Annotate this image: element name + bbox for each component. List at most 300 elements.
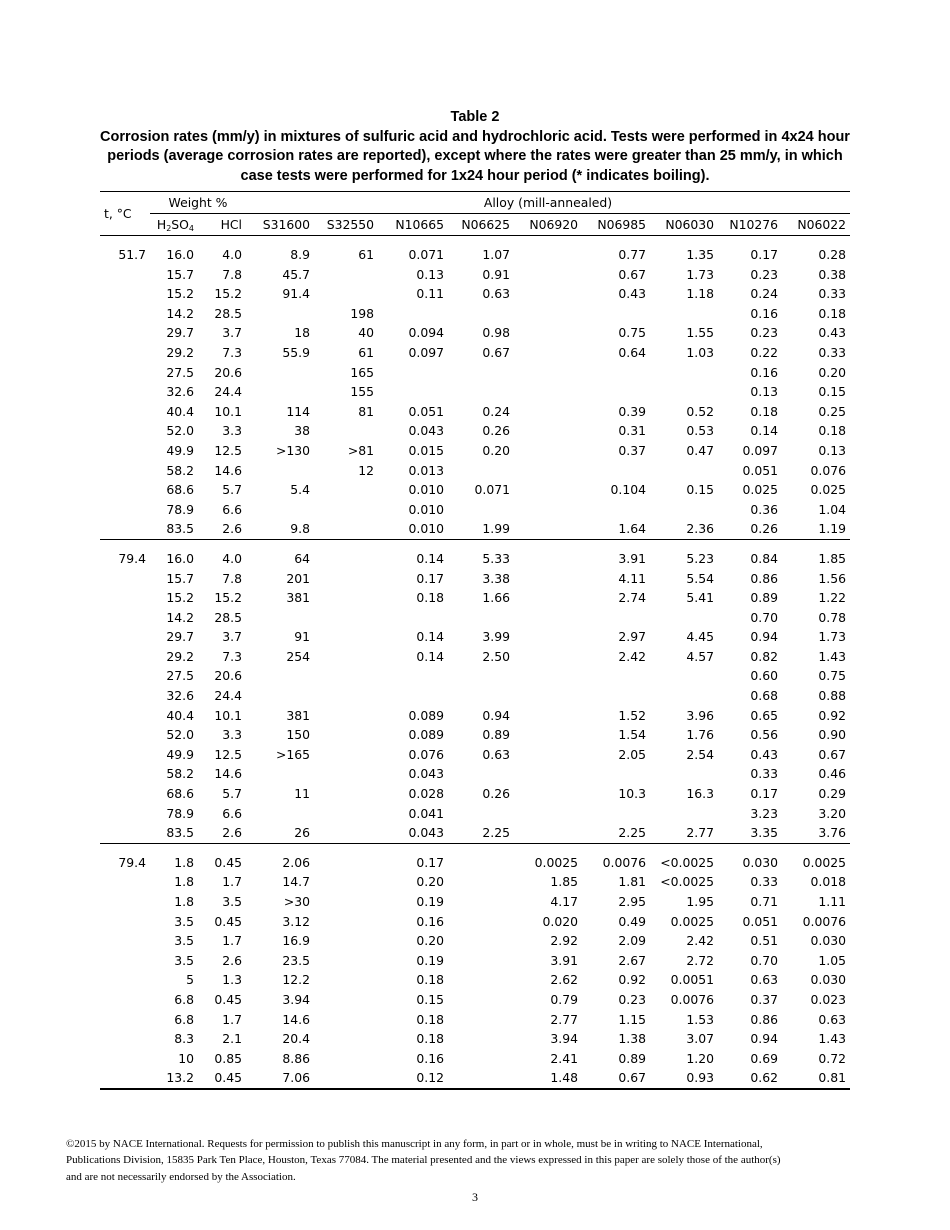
table-row: [100, 931, 850, 951]
table-cell: 0.0076: [802, 913, 846, 929]
table-cell: 0.49: [618, 913, 646, 929]
table-row: [100, 519, 850, 539]
table-cell: 3.96: [686, 707, 714, 723]
table-cell: 14.7: [282, 874, 310, 890]
table-cell: 4.0: [222, 550, 242, 566]
temperature-cell-empty: [100, 931, 150, 951]
table-cell: [514, 823, 582, 843]
temperature-cell-empty: [100, 990, 150, 1010]
table-row: [100, 853, 850, 873]
table-cell: [314, 1010, 378, 1030]
table-cell: 0.051: [408, 403, 444, 419]
table-cell: [514, 382, 582, 402]
table-cell: 1.85: [818, 550, 846, 566]
temperature-cell-empty: [100, 500, 150, 520]
table-cell: 0.92: [818, 707, 846, 723]
table-cell: 81: [358, 403, 374, 419]
table-cell: 1.11: [818, 894, 846, 909]
table-cell: 0.75: [818, 668, 846, 684]
table-cell: 0.43: [618, 286, 646, 302]
table-cell: 12.2: [282, 972, 310, 988]
table-cell: 1.04: [818, 501, 846, 517]
table-cell: 0.52: [686, 403, 714, 419]
table-cell: 0.45: [214, 854, 242, 870]
table-cell: 2.62: [550, 972, 578, 988]
table-cell: [314, 970, 378, 990]
table-title: Table 2: [450, 109, 500, 125]
table-cell: 0.18: [818, 305, 846, 321]
temperature-cell-empty: [100, 725, 150, 745]
table-cell: 2.54: [686, 746, 714, 762]
table-cell: [314, 804, 378, 824]
table-cell: [314, 764, 378, 784]
table-cell: 0.89: [750, 590, 778, 606]
table-cell: [314, 666, 378, 686]
table-cell: [378, 363, 448, 383]
table-cell: 5.7: [222, 786, 242, 802]
table-cell: 1.55: [686, 325, 714, 341]
table-row: [100, 284, 850, 304]
temperature-cell-empty: [100, 343, 150, 363]
table-cell: 0.91: [482, 266, 510, 282]
table-row: [100, 304, 850, 324]
table-cell: 0.16: [416, 913, 444, 929]
table-cell: 0.17: [416, 570, 444, 586]
table-cell: 201: [286, 570, 310, 586]
table-cell: [246, 608, 314, 628]
table-cell: 24.4: [214, 384, 242, 400]
table-cell: 3.91: [618, 550, 646, 566]
table-cell: 13.2: [150, 1068, 198, 1089]
table-cell: 0.097: [742, 442, 778, 458]
alloy-header-n06985: N06985: [582, 214, 650, 236]
table-cell: 0.28: [818, 247, 846, 262]
table-row: [100, 1068, 850, 1089]
table-cell: 2.50: [482, 648, 510, 664]
table-cell: 0.69: [750, 1050, 778, 1066]
table-cell: 20.6: [214, 668, 242, 684]
alloy-header-n06625: N06625: [448, 214, 514, 236]
table-cell: 3.91: [550, 952, 578, 968]
table-cell: 0.043: [408, 825, 444, 841]
temperature-cell: 79.4: [118, 854, 146, 870]
table-cell: 16.3: [686, 786, 714, 802]
table-cell: 61: [358, 344, 374, 360]
table-cell: [314, 853, 378, 873]
table-cell: [314, 500, 378, 520]
table-cell: 27.5: [166, 364, 194, 380]
table-cell: 5: [186, 972, 194, 988]
temperature-cell-empty: [100, 951, 150, 971]
table-cell: 0.86: [750, 570, 778, 586]
table-cell: 0.0076: [670, 991, 714, 1007]
group-separator: [100, 236, 850, 246]
table-cell: 3.35: [750, 825, 778, 841]
table-cell: [514, 569, 582, 589]
table-cell: 0.79: [550, 991, 578, 1007]
table-cell: 0.63: [750, 972, 778, 988]
table-cell: [314, 421, 378, 441]
table-cell: 0.94: [482, 707, 510, 723]
table-cell: 4.45: [686, 629, 714, 645]
table-row: [100, 500, 850, 520]
table-cell: 0.94: [750, 629, 778, 645]
table-cell: <0.0025: [660, 854, 714, 870]
table-cell: 64: [294, 550, 310, 566]
table-cell: 4.0: [222, 247, 242, 262]
table-cell: 0.030: [742, 854, 778, 870]
table-cell: 29.7: [166, 629, 194, 645]
table-cell: [650, 363, 718, 383]
table-cell: [514, 519, 582, 539]
table-cell: 1.95: [686, 894, 714, 909]
table-cell: 12.5: [214, 746, 242, 762]
table-cell: 27.5: [166, 668, 194, 684]
table-row: [100, 323, 850, 343]
table-cell: 1.48: [514, 1068, 582, 1089]
table-cell: [448, 363, 514, 383]
table-cell: [650, 500, 718, 520]
table-cell: 16.0: [166, 247, 194, 262]
table-row: [100, 421, 850, 441]
table-cell: 0.15: [686, 482, 714, 498]
temperature-cell-empty: [100, 912, 150, 932]
table-cell: 2.1: [222, 1031, 242, 1047]
table-cell: 52.0: [166, 423, 194, 439]
table-cell: 0.0051: [670, 972, 714, 988]
table-cell: 52.0: [166, 727, 194, 743]
table-cell: [246, 500, 314, 520]
table-row: [100, 608, 850, 628]
table-cell: 40.4: [166, 707, 194, 723]
table-cell: 0.14: [416, 648, 444, 664]
table-cell: 68.6: [166, 482, 194, 498]
table-cell: 4.57: [686, 648, 714, 664]
temperature-cell-empty: [100, 764, 150, 784]
table-cell: [448, 951, 514, 971]
table-cell: 2.25: [618, 825, 646, 841]
table-cell: 4.17: [550, 894, 578, 909]
table-cell: 0.020: [542, 913, 578, 929]
table-cell: 0.071: [408, 247, 444, 262]
table-cell: 1.18: [686, 286, 714, 302]
table-cell: 1.3: [222, 972, 242, 988]
table-cell: 1.56: [818, 570, 846, 586]
table-cell: 5.7: [222, 482, 242, 498]
temperature-cell-empty: [100, 569, 150, 589]
alloy-header-s32550: S32550: [314, 214, 378, 236]
temperature-cell-empty: [100, 706, 150, 726]
table-cell: 5.54: [686, 570, 714, 586]
table-cell: 55.9: [282, 344, 310, 360]
page-number: 3: [472, 1190, 478, 1204]
table-cell: 3.3: [222, 423, 242, 439]
temperature-cell-empty: [100, 823, 150, 843]
table-row: [100, 588, 850, 608]
table-cell: 0.23: [750, 266, 778, 282]
table-cell: [246, 382, 314, 402]
table-cell: 0.20: [482, 442, 510, 458]
table-cell: [514, 480, 582, 500]
table-cell: [314, 745, 378, 765]
table-cell: [314, 627, 378, 647]
temperature-cell-empty: [100, 441, 150, 461]
table-cell: 0.0025: [802, 854, 846, 870]
table-cell: [378, 666, 448, 686]
temperature-cell-empty: [100, 402, 150, 422]
table-cell: 1.66: [482, 590, 510, 606]
table-cell: [514, 363, 582, 383]
temperature-cell-empty: [100, 647, 150, 667]
table-cell: 0.24: [482, 403, 510, 419]
table-cell: [514, 245, 582, 265]
alloy-header-n06030: N06030: [650, 214, 718, 236]
table-cell: 1.35: [686, 247, 714, 262]
weight-percent-header: Weight %: [150, 192, 246, 214]
table-cell: 1.20: [686, 1050, 714, 1066]
table-cell: 0.16: [750, 364, 778, 380]
table-cell: 0.18: [416, 590, 444, 606]
table-row: [100, 569, 850, 589]
table-cell: 5.41: [686, 590, 714, 606]
table-cell: 14.6: [282, 1011, 310, 1027]
table-cell: 0.94: [750, 1031, 778, 1047]
table-cell: 0.14: [416, 629, 444, 645]
table-cell: 254: [286, 648, 310, 664]
table-cell: 0.010: [408, 521, 444, 537]
table-cell: [514, 764, 582, 784]
table-cell: 49.9: [166, 746, 194, 762]
table-cell: 0.23: [618, 991, 646, 1007]
table-cell: [246, 461, 314, 481]
table-cell: 0.81: [782, 1068, 850, 1089]
table-cell: 0.51: [750, 933, 778, 949]
table-cell: 0.076: [810, 462, 846, 478]
table-cell: 14.6: [214, 766, 242, 782]
temperature-cell-empty: [100, 421, 150, 441]
table-cell: 7.3: [222, 648, 242, 664]
table-cell: [582, 666, 650, 686]
table-cell: 0.78: [818, 609, 846, 625]
table-cell: 0.19: [416, 952, 444, 968]
table-cell: [314, 931, 378, 951]
table-cell: [514, 745, 582, 765]
table-cell: 198: [350, 305, 374, 321]
table-cell: 0.20: [416, 874, 444, 890]
table-cell: [314, 706, 378, 726]
temperature-cell-empty: [100, 1010, 150, 1030]
table-cell: 91.4: [282, 286, 310, 302]
table-cell: 28.5: [214, 609, 242, 625]
table-cell: 2.42: [686, 933, 714, 949]
table-cell: 0.015: [408, 442, 444, 458]
table-cell: [514, 343, 582, 363]
table-cell: 26: [294, 825, 310, 841]
table-cell: 0.17: [416, 854, 444, 870]
table-cell: 1.05: [818, 952, 846, 968]
table-cell: 2.77: [550, 1011, 578, 1027]
table-cell: 1.52: [618, 707, 646, 723]
table-cell: [314, 1049, 378, 1069]
table-cell: [650, 764, 718, 784]
table-cell: 7.06: [246, 1068, 314, 1089]
table-cell: 1.8: [174, 854, 194, 870]
table-cell: [314, 686, 378, 706]
temperature-cell-empty: [100, 804, 150, 824]
table-cell: [448, 686, 514, 706]
table-cell: 0.071: [474, 482, 510, 498]
table-cell: 0.86: [750, 1011, 778, 1027]
table-cell: 0.37: [750, 991, 778, 1007]
table-cell: 18: [294, 325, 310, 341]
table-cell: [314, 823, 378, 843]
table-cell: 1.19: [818, 521, 846, 537]
table-cell: 150: [286, 727, 310, 743]
temperature-cell-empty: [100, 480, 150, 500]
alloy-header-n10665: N10665: [378, 214, 448, 236]
table-cell: 0.88: [818, 688, 846, 704]
temperature-cell-empty: [100, 686, 150, 706]
alloy-header-n06920: N06920: [514, 214, 582, 236]
table-cell: 0.70: [750, 952, 778, 968]
table-row: [100, 912, 850, 932]
table-cell: 3.07: [686, 1031, 714, 1047]
table-cell: 1.03: [686, 344, 714, 360]
table-cell: 1.64: [618, 521, 646, 537]
table-cell: 28.5: [214, 305, 242, 321]
alloy-header-n06022: N06022: [782, 214, 850, 236]
table-cell: [514, 421, 582, 441]
table-cell: [314, 549, 378, 569]
table-cell: [246, 363, 314, 383]
table-cell: 0.13: [416, 266, 444, 282]
table-cell: 0.17: [750, 786, 778, 802]
table-row: [100, 1010, 850, 1030]
table-cell: 0.67: [818, 746, 846, 762]
table-cell: [246, 304, 314, 324]
table-cell: 0.14: [750, 423, 778, 439]
table-cell: 0.16: [750, 305, 778, 321]
table-cell: 10.1: [214, 403, 242, 419]
table-cell: 0.018: [810, 874, 846, 890]
table-cell: 0.93: [650, 1068, 718, 1089]
table-cell: [246, 666, 314, 686]
table-row: [100, 265, 850, 285]
table-cell: 8.3: [174, 1031, 194, 1047]
table-cell: 78.9: [166, 501, 194, 517]
table-cell: 0.20: [818, 364, 846, 380]
table-cell: 32.6: [166, 384, 194, 400]
table-cell: 0.26: [482, 423, 510, 439]
table-cell: [514, 461, 582, 481]
table-cell: 12.5: [214, 442, 242, 458]
temperature-cell: 51.7: [118, 247, 146, 262]
table-row: [100, 745, 850, 765]
table-row: [100, 764, 850, 784]
table-cell: [448, 1029, 514, 1049]
table-cell: 0.013: [408, 462, 444, 478]
table-cell: [650, 382, 718, 402]
table-cell: [448, 764, 514, 784]
table-cell: 0.45: [214, 991, 242, 1007]
table-cell: [514, 549, 582, 569]
table-cell: >165: [275, 746, 310, 762]
temperature-cell-empty: [100, 284, 150, 304]
table-cell: [448, 461, 514, 481]
table-cell: 0.65: [750, 707, 778, 723]
table-cell: 0.37: [618, 442, 646, 458]
table-cell: 5.23: [686, 550, 714, 566]
table-cell: [514, 323, 582, 343]
table-cell: 3.12: [282, 913, 310, 929]
table-cell: 78.9: [166, 805, 194, 821]
table-cell: 0.85: [214, 1050, 242, 1066]
table-cell: 0.0025: [534, 854, 578, 870]
table-cell: 0.75: [618, 325, 646, 341]
table-cell: [514, 725, 582, 745]
table-cell: [514, 441, 582, 461]
table-cell: 15.2: [214, 590, 242, 606]
table-cell: 1.07: [482, 247, 510, 262]
table-cell: 0.041: [408, 805, 444, 821]
table-cell: 29.7: [166, 325, 194, 341]
table-cell: 83.5: [166, 825, 194, 841]
temperature-cell-empty: [100, 745, 150, 765]
table-cell: 1.15: [618, 1011, 646, 1027]
table-cell: [448, 304, 514, 324]
table-cell: [448, 970, 514, 990]
table-cell: 0.030: [810, 933, 846, 949]
temperature-cell-empty: [100, 382, 150, 402]
table-cell: 0.18: [818, 423, 846, 439]
table-cell: 2.09: [618, 933, 646, 949]
table-cell: 0.36: [750, 501, 778, 517]
table-cell: 0.025: [810, 482, 846, 498]
table-cell: 0.15: [416, 991, 444, 1007]
table-cell: 0.030: [810, 972, 846, 988]
table-cell: 10: [178, 1050, 194, 1066]
table-row: [100, 725, 850, 745]
table-cell: 0.77: [618, 247, 646, 262]
table-cell: 20.6: [214, 364, 242, 380]
table-cell: 0.56: [750, 727, 778, 743]
table-cell: [246, 764, 314, 784]
table-cell: 0.18: [416, 1011, 444, 1027]
table-cell: [582, 382, 650, 402]
table-cell: [448, 608, 514, 628]
table-cell: [514, 304, 582, 324]
table-cell: 0.14: [416, 550, 444, 566]
table-row: [100, 666, 850, 686]
table-cell: 0.11: [416, 286, 444, 302]
table-cell: 7.8: [222, 266, 242, 282]
table-row: [100, 627, 850, 647]
table-cell: [246, 686, 314, 706]
table-cell: 15.7: [166, 266, 194, 282]
table-cell: [514, 686, 582, 706]
table-cell: [314, 892, 378, 912]
table-cell: [448, 666, 514, 686]
table-cell: 3.99: [482, 629, 510, 645]
table-cell: 0.63: [482, 746, 510, 762]
table-cell: 2.92: [550, 933, 578, 949]
table-cell: 32.6: [166, 688, 194, 704]
table-cell: 45.7: [282, 266, 310, 282]
temperature-cell-empty: [100, 265, 150, 285]
table-cell: 0.89: [482, 727, 510, 743]
table-cell: 2.42: [618, 648, 646, 664]
table-cell: 12: [358, 462, 374, 478]
